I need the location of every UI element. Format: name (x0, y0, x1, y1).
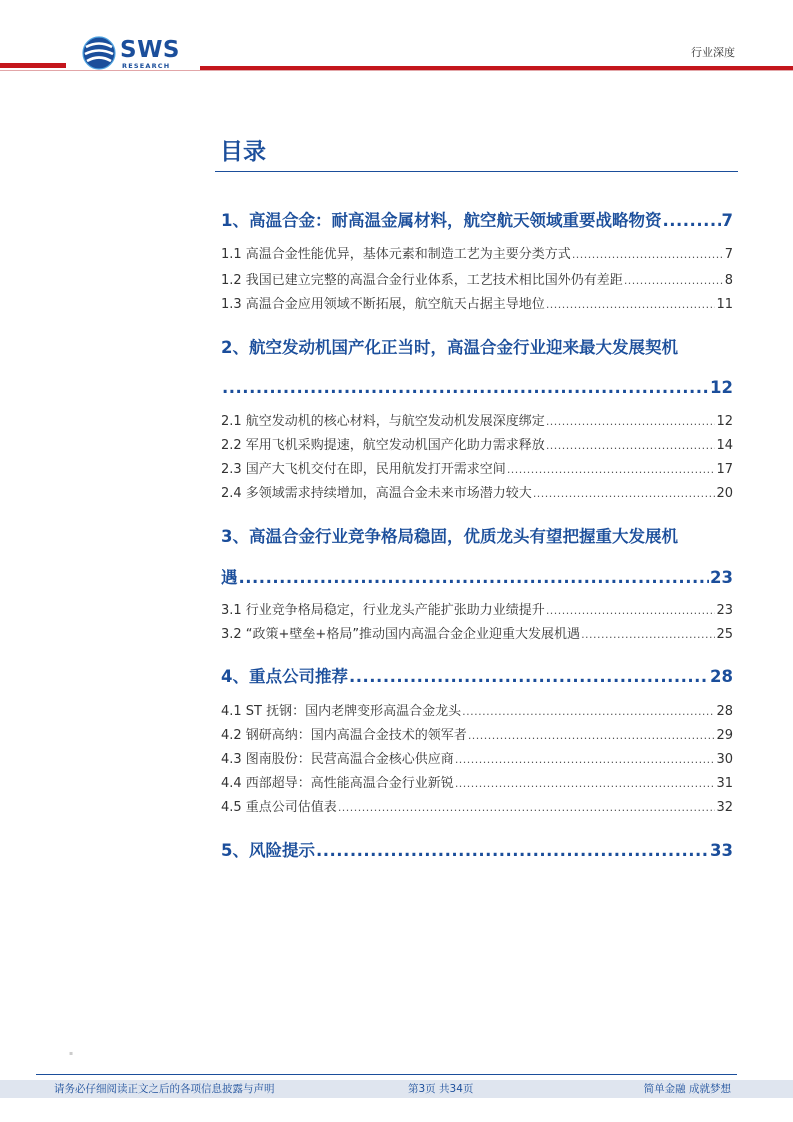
logo-text: SWS (120, 37, 180, 63)
toc-entry-page: 33 (710, 841, 733, 860)
header-accent-left (0, 63, 66, 68)
sws-logo (82, 34, 192, 74)
toc-entry-page: 14 (716, 438, 733, 453)
toc-entry-title: 2.1 航空发动机的核心材料，与航空发动机发展深度绑定 (221, 414, 545, 429)
toc-entry-leader (239, 567, 710, 589)
toc-entry[interactable] (221, 840, 733, 862)
toc-entry-page: 28 (710, 667, 733, 686)
toc-entry-leader (546, 602, 716, 619)
toc-entry-page: 20 (716, 486, 733, 501)
toc-entry-title: 4.5 重点公司估值表 (221, 800, 337, 815)
toc-entry-leader (546, 296, 716, 313)
toc-entry-leader (533, 485, 716, 502)
toc-entry-leader (546, 437, 716, 454)
toc-entry-page: 12 (716, 414, 733, 429)
toc-entry-title: 3、高温合金行业竞争格局稳固，优质龙头有望把握重大发展机 (221, 527, 678, 546)
toc-entry-title: 4.4 西部超导：高性能高温合金行业新锐 (221, 776, 454, 791)
sws-globe-icon (82, 34, 116, 72)
toc-entry[interactable] (221, 567, 733, 589)
toc-entry-title: 遇 (221, 568, 238, 587)
toc-entry-leader (349, 666, 709, 688)
report-type-tag: 行业深度 (691, 46, 735, 59)
toc-title-divider (215, 171, 738, 172)
toc-entry[interactable] (221, 485, 733, 502)
toc-entry-title: 2.3 国产大飞机交付在即，民用航发打开需求空间 (221, 462, 506, 477)
toc-entry[interactable] (221, 775, 733, 792)
toc-entry[interactable] (221, 526, 733, 548)
toc-entry-leader (455, 775, 716, 792)
toc-entry[interactable] (221, 377, 733, 399)
toc-entry-page: 31 (716, 776, 733, 791)
toc-entry[interactable] (221, 727, 733, 744)
toc-entry-page: 11 (716, 297, 733, 312)
toc-entry-title: 4.2 钢研高纳：国内高温合金技术的领军者 (221, 728, 467, 743)
toc-entry-page: 28 (716, 704, 733, 719)
logo-subtext: RESEARCH (122, 62, 171, 70)
toc-entry-leader (546, 413, 716, 430)
toc-entry[interactable] (221, 413, 733, 430)
toc-entry-title: 1.3 高温合金应用领域不断拓展，航空航天占据主导地位 (221, 297, 545, 312)
toc-entry-title: 1、高温合金：耐高温金属材料，航空航天领域重要战略物资 (221, 211, 662, 230)
toc-entry-leader (468, 727, 716, 744)
toc-entry-page: 12 (710, 378, 733, 397)
toc-title: 目录 (220, 139, 266, 165)
toc-entry[interactable] (221, 751, 733, 768)
toc-entry[interactable] (221, 703, 733, 720)
toc-entry-title: 4.1 ST 抚钢：国内老牌变形高温合金龙头 (221, 704, 462, 719)
toc-entry[interactable] (221, 461, 733, 478)
footer-page-info: 第3页 共34页 (408, 1083, 474, 1095)
toc-entry-title: 1.1 高温合金性能优异，基体元素和制造工艺为主要分类方式 (221, 247, 571, 262)
toc-entry-page: 25 (716, 627, 733, 642)
toc-entry-leader (455, 751, 716, 768)
toc-entry-title: 5、风险提示 (221, 841, 315, 860)
toc-entry[interactable] (221, 272, 733, 289)
toc-entry-page: 7 (721, 211, 733, 230)
toc-entry[interactable] (221, 626, 733, 643)
toc-entry[interactable] (221, 437, 733, 454)
toc-entry-title: 4.3 图南股份：民营高温合金核心供应商 (221, 752, 454, 767)
toc-entry-leader (507, 461, 716, 478)
toc-entry[interactable] (221, 296, 733, 313)
toc-entry-page: 30 (716, 752, 733, 767)
toc-entry-page: 8 (724, 273, 733, 288)
toc-entry[interactable] (221, 337, 733, 359)
toc-entry-title: 4、重点公司推荐 (221, 667, 348, 686)
footer-divider (36, 1074, 737, 1075)
toc-entry-leader (462, 703, 715, 720)
toc-entry-leader (662, 210, 720, 232)
toc-entry[interactable] (221, 602, 733, 619)
footer-slogan: 简单金融 成就梦想 (643, 1083, 731, 1095)
toc-entry-page: 32 (716, 800, 733, 815)
page-mark: ▪ (69, 1050, 74, 1057)
toc-entry-title: 1.2 我国已建立完整的高温合金行业体系，工艺技术相比国外仍有差距 (221, 273, 623, 288)
toc-entry[interactable] (221, 210, 733, 232)
toc-entry-leader (316, 840, 709, 862)
toc-entry-page: 29 (716, 728, 733, 743)
toc-entry-page: 23 (716, 603, 733, 618)
toc-entry-page: 7 (724, 247, 733, 262)
toc-entry-title: 3.2 “政策+壁垒+格局”推动国内高温合金企业迎重大发展机遇 (221, 627, 581, 642)
toc-entry-page: 17 (716, 462, 733, 477)
footer-disclaimer: 请务必仔细阅读正文之后的各项信息披露与声明 (54, 1083, 275, 1095)
toc-entry-title: 3.1 行业竞争格局稳定，行业龙头产能扩张助力业绩提升 (221, 603, 545, 618)
toc-entry-title: 2.4 多领域需求持续增加，高温合金未来市场潜力较大 (221, 486, 532, 501)
toc-entry-page: 23 (710, 568, 733, 587)
toc-entry-leader (624, 272, 724, 289)
toc-entry[interactable] (221, 799, 733, 816)
toc-entry[interactable] (221, 246, 733, 263)
toc-entry[interactable] (221, 666, 733, 688)
toc-entry-leader (581, 626, 715, 643)
toc-entry-title: 2.2 军用飞机采购提速，航空发动机国产化助力需求释放 (221, 438, 545, 453)
header-divider (0, 70, 793, 71)
toc-entry-leader (572, 246, 724, 263)
toc-entry-leader (338, 799, 716, 816)
toc-entry-title: 2、航空发动机国产化正当时，高温合金行业迎来最大发展契机 (221, 338, 678, 357)
toc-entry-leader (222, 377, 709, 399)
